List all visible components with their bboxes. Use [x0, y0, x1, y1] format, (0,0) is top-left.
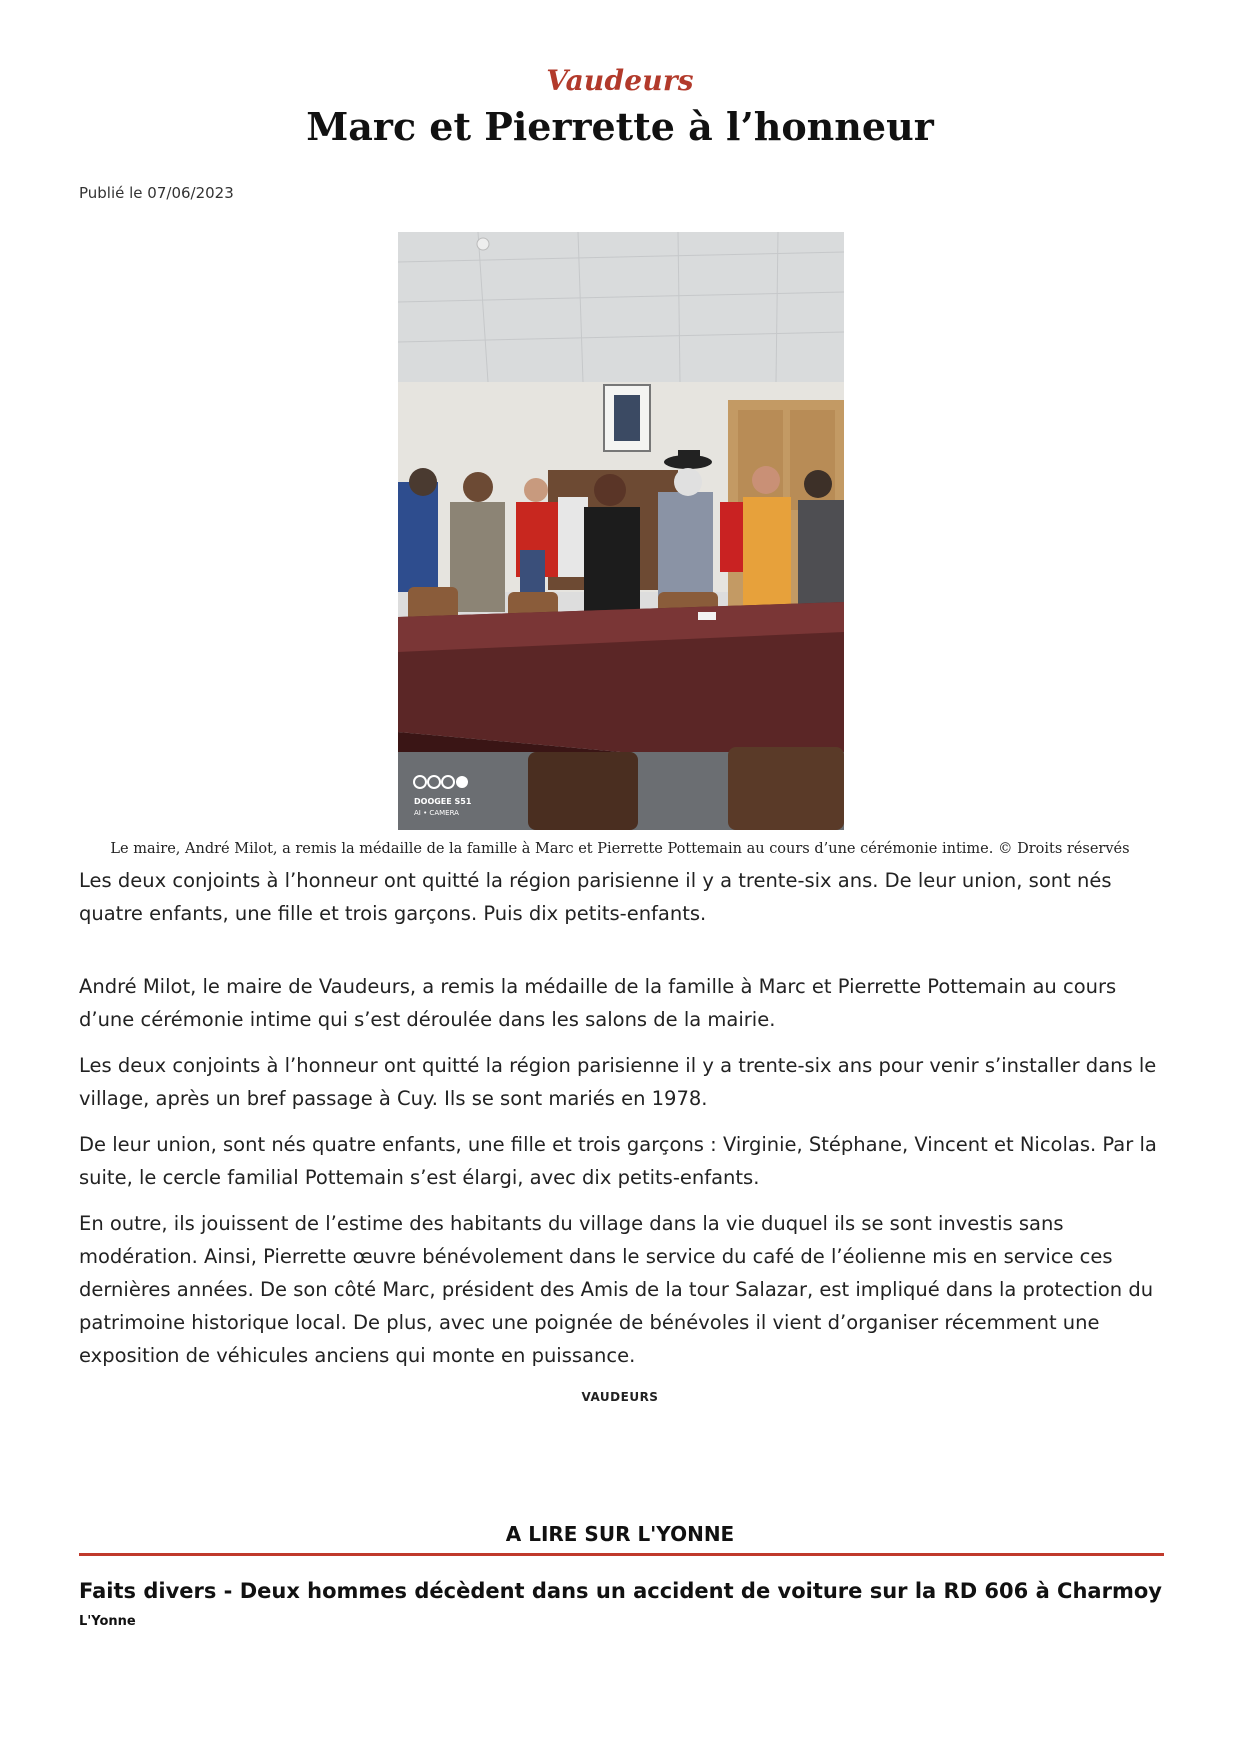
article-photo[interactable] [398, 232, 844, 830]
article-kicker[interactable]: Vaudeurs [546, 64, 694, 97]
related-story-source: L'Yonne [79, 1614, 136, 1629]
watermark-sub: AI • CAMERA [414, 809, 459, 817]
section-divider [79, 1553, 1164, 1556]
article-paragraph [79, 970, 1164, 1036]
publish-date [79, 184, 234, 202]
photo-caption: Le maire, André Milot, a remis la médaille de la famille à Marc et Pierrette Pottemain au cours d’une cérémonie intime. © Droits réservés [110, 841, 1130, 857]
lead-text: Les deux conjoints à l’honneur ont quitté la région parisienne il y a trente-six ans. De leur union, sont nés quatre enfants, une fille et trois garçons. Puis dix petits-enfants. [79, 869, 1112, 925]
article-paragraph [79, 1049, 1164, 1115]
article-tag[interactable]: VAUDEURS [581, 1390, 659, 1404]
article-lead [79, 864, 1164, 930]
article-title: Marc et Pierrette à l’honneur [306, 104, 934, 149]
related-section-title: A LIRE SUR L'YONNE [505, 1522, 735, 1546]
publish-date-text: Publié le 07/06/2023 [79, 184, 234, 202]
paragraph-text: André Milot, le maire de Vaudeurs, a remis la médaille de la famille à Marc et Pierrette Pottemain au cours d’une cérémonie intime qui s’est déroulée dans les salons de la mairie. [79, 975, 1117, 1031]
watermark-brand: DOOGEE S51 [414, 797, 472, 806]
ceremony-photo-illustration [398, 232, 844, 830]
paragraph-text: Les deux conjoints à l’honneur ont quitté la région parisienne il y a trente-six ans pour venir s’installer dans le village, après un bref passage à Cuy. Ils se sont mariés en 1978. [79, 1054, 1157, 1110]
paragraph-text: En outre, ils jouissent de l’estime des habitants du village dans la vie duquel ils se sont investis sans modération. Ainsi, Pierrette œuvre bénévolement dans le service du café de l’éolienne mis en service ces dernières années. De son côté Marc, président des Amis de la tour Salazar, est impliqué dans la protection du patrimoine historique local. De plus, avec une poignée de bénévoles il vient d’organiser récemment une exposition de véhicules anciens qui monte en puissance. [79, 1212, 1154, 1367]
article-paragraph [79, 1128, 1164, 1194]
article-paragraph [79, 1207, 1164, 1372]
paragraph-text: De leur union, sont nés quatre enfants, une fille et trois garçons : Virginie, Stéphane, Vincent et Nicolas. Par la suite, le cercle familial Pottemain s’est élargi, avec dix petits-enfants. [79, 1133, 1157, 1189]
related-story-link[interactable]: Faits divers - Deux hommes décèdent dans un accident de voiture sur la RD 606 à Charmoy [79, 1579, 1162, 1603]
